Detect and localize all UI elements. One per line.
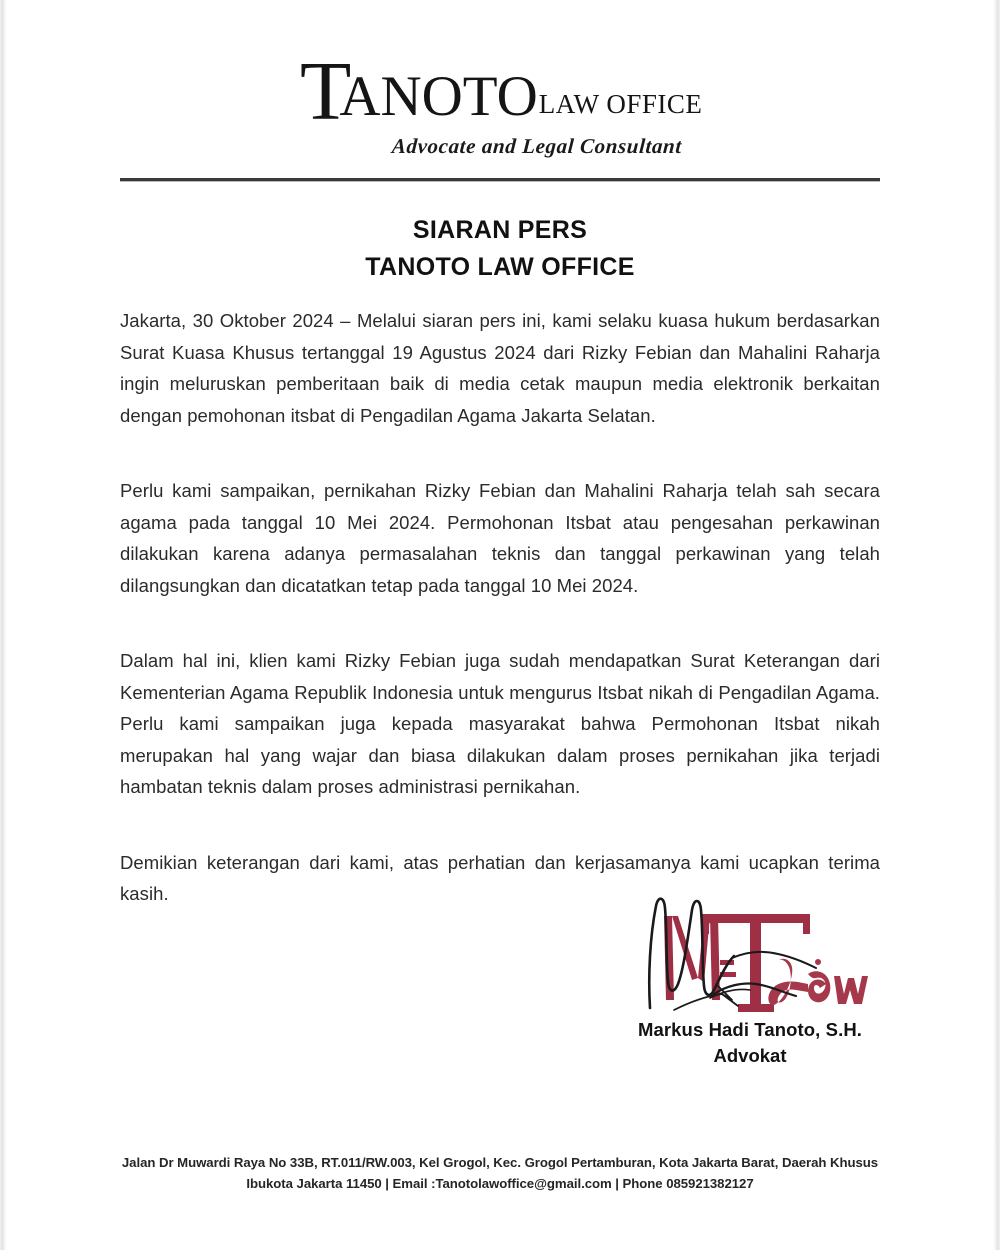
title-line-tanoto-law-office: TANOTO LAW OFFICE [365,253,635,281]
title-line-siaran-pers: SIARAN PERS [412,216,588,244]
paragraph-intro: Jakarta, 30 Oktober 2024 – Melalui siaran pers ini, kami selaku kuasa hukum berdasarkan Surat Kuasa Khusus tertanggal 19 Agustus 2024 dari Rizky Febian dan Mahalini Raharja ingin meluruskan pemberitaan baik di media cetak maupun media elektronik berkaitan dengan pemohonan itsbat di Pengadilan Agama Jakarta Selatan. [120,310,880,426]
paragraph-ministry-letter: Dalam hal ini, klien kami Rizky Febian juga sudah mendapatkan Surat Keterangan dari Kementerian Agama Republik Indonesia untuk mengurus Itsbat nikah di Pengadilan Agama. Perlu kami sampaikan juga kepada masyarakat bahwa Permohonan Itsbat nikah merupakan hal yang wajar dan biasa dilakukan dalam proses pernikahan jika terjadi hambatan teknis dalam proses administrasi pernikahan. [120,650,880,797]
document-body [120,305,880,910]
footer-contact-info [110,1152,890,1194]
footer-address-line: Jalan Dr Muwardi Raya No 33B, RT.011/RW.003, Kel Grogol, Kec. Grogol Pertamburan, Kota Jakarta Barat, Daerah Khusus [121,1155,879,1170]
signature-artwork [600,890,900,1018]
paragraph-closing: Demikian keterangan dari kami, atas perhatian dan kerjasamanya kami ucapkan terima kasih. [120,851,880,904]
footer-contact-line: Ibukota Jakarta 11450 | Email :Tanotolawoffice@gmail.com | Phone 085921382127 [246,1176,754,1191]
logo-tagline: Advocate and Legal Consultant [391,134,683,158]
page-left-edge-shadow [0,0,6,1250]
tanoto-law-office-logo [300,45,703,168]
page-right-edge-shadow [994,0,1000,1250]
handwritten-signature [610,890,860,1018]
logo-anoto-text: ANOTO [339,65,538,128]
signatory-role: Advokat [713,1045,787,1066]
signatory-name: Markus Hadi Tanoto, S.H. [637,1019,863,1040]
paragraph-marriage-validity: Perlu kami sampaikan, pernikahan Rizky Febian dan Mahalini Raharja telah sah secara agama pada tanggal 10 Mei 2024. Permohonan Itsbat atau pengesahan perkawinan dilakukan karena adanya permasalahan teknis dan tanggal perkawinan yang telah dilangsungkan dan dicatatkan tetap pada tanggal 10 Mei 2024. [120,480,880,596]
logo-initial-t: T [300,45,350,138]
letterhead [0,45,1000,178]
logo-wordmark [300,45,703,138]
logo-law-office-text: LAW OFFICE [538,89,703,119]
signature-block [600,890,900,1066]
page-title [0,212,1000,286]
letterhead-divider-rule [120,178,880,182]
